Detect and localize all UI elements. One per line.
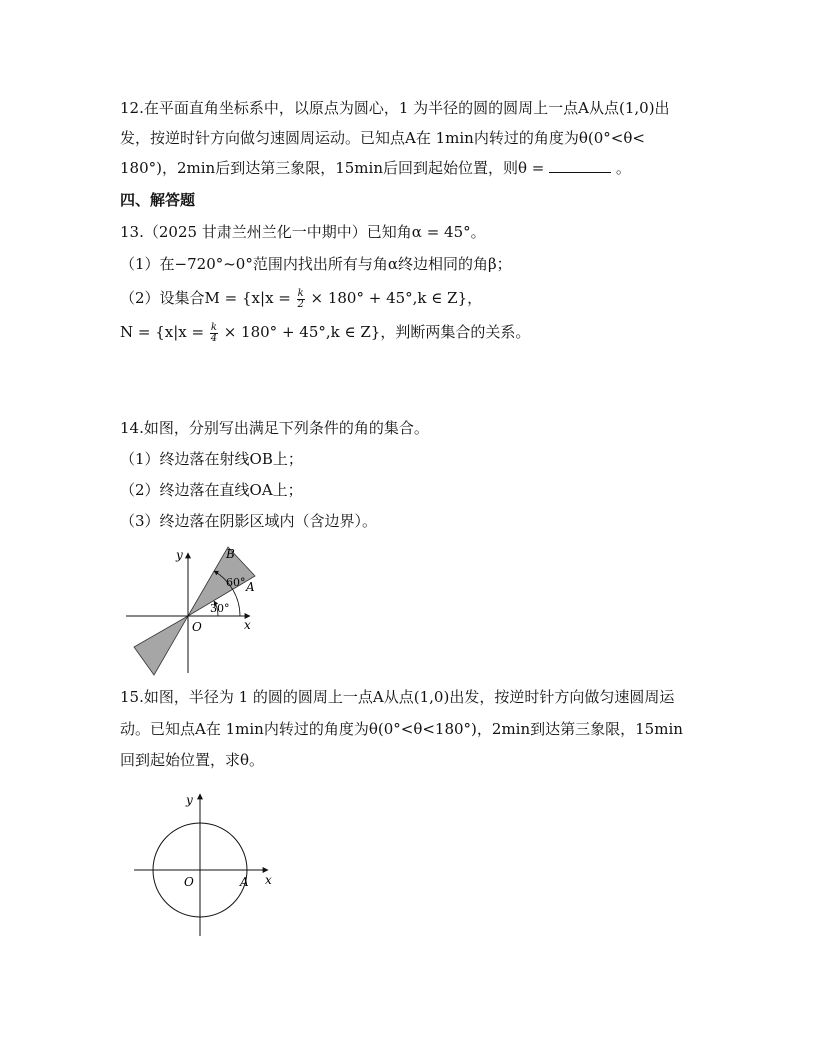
q15-line-3: 回到起始位置，求θ。 <box>120 751 265 769</box>
origin-label: O <box>192 620 202 634</box>
q15-circle-figure <box>128 790 278 940</box>
origin-label: O <box>184 875 194 889</box>
q12-line-3-end: 。 <box>615 159 631 177</box>
section-heading: 四、解答题 <box>120 191 196 209</box>
q13-part-2-start: （2）设集合M = {x|x = <box>120 289 291 307</box>
q13-fraction-k-over-4 <box>210 323 218 344</box>
q14-part-1: （1）终边落在射线OB上； <box>120 450 303 468</box>
fraction-numerator: k <box>210 321 217 333</box>
fraction-denominator: 4 <box>210 332 218 344</box>
q13-part-2 <box>120 288 482 310</box>
q12-answer-blank[interactable] <box>549 158 611 173</box>
x-axis-label: x <box>265 873 272 887</box>
q13-part-3-start: N = {x|x = <box>120 323 205 341</box>
fraction-numerator: k <box>297 287 304 299</box>
point-a-label: A <box>246 580 255 594</box>
q12-line-1: 12.在平面直角坐标系中，以原点为圆心，1 为半径的圆的圆周上一点A从点(1,0)出 <box>120 99 670 117</box>
angle-60-label: 60° <box>226 576 246 589</box>
q14-line-1: 14.如图，分别写出满足下列条件的角的集合。 <box>120 419 429 437</box>
point-a-label: A <box>240 875 249 889</box>
q14-part-3: （3）终边落在阴影区域内（含边界）。 <box>120 512 378 530</box>
q13-part-3-end: × 180° + 45°,k ∈ Z}，判断两集合的关系。 <box>223 323 531 341</box>
q13-fraction-k-over-2 <box>297 289 305 310</box>
fraction-denominator: 2 <box>297 298 304 310</box>
q12-line-3 <box>120 158 631 178</box>
x-axis-label: x <box>244 618 251 632</box>
q13-part-2-end: × 180° + 45°,k ∈ Z}， <box>310 289 483 307</box>
q12-line-3-text: 180°)，2min后到达第三象限，15min后回到起始位置，则θ = <box>120 159 545 177</box>
q15-line-2: 动。已知点A在 1min内转过的角度为θ(0°<θ<180°)，2min到达第三象限，15min <box>120 720 683 738</box>
point-b-label: B <box>226 547 235 561</box>
q13-line-1: 13.（2025 甘肃兰州兰化一中期中）已知角α = 45°。 <box>120 223 486 241</box>
q12-line-2: 发，按逆时针方向做匀速圆周运动。已知点A在 1min内转过的角度为θ(0°<θ< <box>120 129 645 147</box>
q15-line-1: 15.如图，半径为 1 的圆的圆周上一点A从点(1,0)出发，按逆时针方向做匀速圆周运 <box>120 688 675 706</box>
y-axis-label: y <box>176 548 183 562</box>
q14-angle-figure <box>122 545 262 677</box>
q13-part-1: （1）在−720°~0°范围内找出所有与角α终边相同的角β； <box>120 255 512 273</box>
q13-part-3 <box>120 322 530 344</box>
angle-30-label: 30° <box>210 602 230 615</box>
y-axis-label: y <box>186 793 193 807</box>
q14-part-2: （2）终边落在直线OA上； <box>120 481 303 499</box>
shaded-region-lower <box>134 616 188 675</box>
